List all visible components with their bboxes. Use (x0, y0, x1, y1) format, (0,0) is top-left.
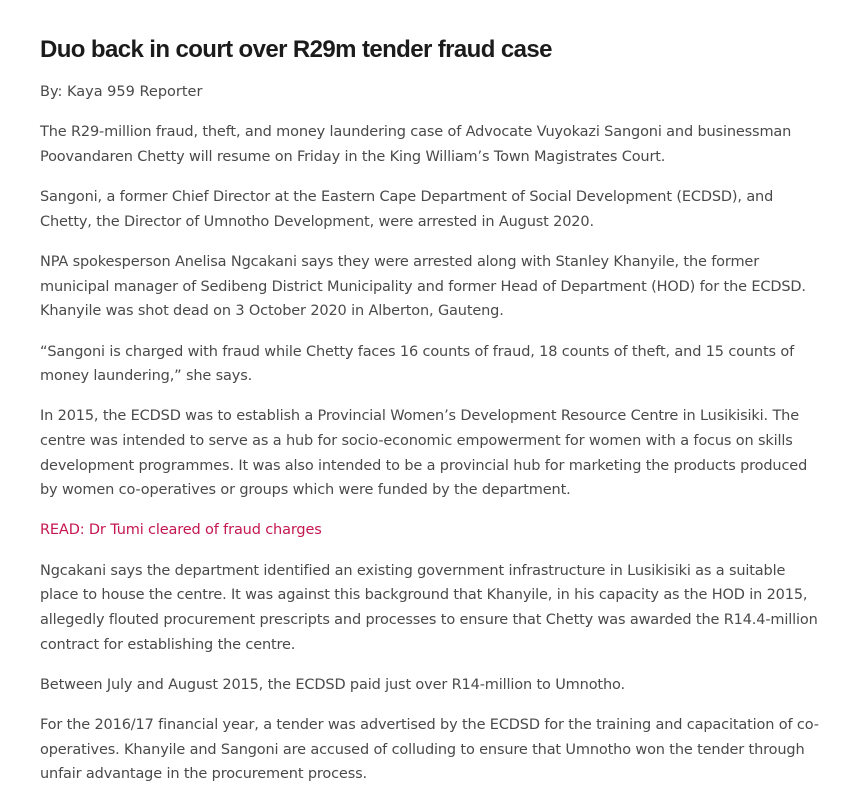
article (40, 33, 820, 803)
paragraph: Ngcakani says the department identified an existing government infrastructure in Lusikisiki as a suitable place to house the centre. It was against this background that Khanyile, in his capacity as the HOD in 2015, allegedly flouted procurement prescripts and processes to ensure that Chetty was awarded the R14.4-million contract for establishing the centre. (40, 562, 818, 653)
byline: By: Kaya 959 Reporter (40, 84, 203, 100)
read-more-link[interactable]: READ: Dr Tumi cleared of fraud charges (40, 522, 322, 539)
paragraph: NPA spokesperson Anelisa Ngcakani says they were arrested along with Stanley Khanyile, the former municipal manager of Sedibeng District Municipality and former Head of Department (HOD) for the ECDSD. Khanyile was shot dead on 3 October 2020 in Alberton, Gauteng. (40, 254, 806, 320)
paragraph: Sangoni, a former Chief Director at the Eastern Cape Department of Social Development (ECDSD), and Chetty, the Director of Umnotho Development, were arrested in August 2020. (40, 189, 774, 230)
paragraph: In 2015, the ECDSD was to establish a Provincial Women’s Development Resource Centre in Lusikisiki. The centre was intended to serve as a hub for socio-economic empowerment for women with a focus on skills development programmes. It was also intended to be a provincial hub for marketing the products produced by women co-operatives or groups which were funded by the department. (40, 408, 808, 499)
paragraph: The R29-million fraud, theft, and money laundering case of Advocate Vuyokazi Sangoni and businessman Poovandaren Chetty will resume on Friday in the King William’s Town Magistrates Court. (40, 124, 792, 165)
article-title: Duo back in court over R29m tender fraud case (40, 36, 552, 63)
paragraph: Between July and August 2015, the ECDSD paid just over R14-million to Umnotho. (40, 676, 625, 693)
paragraph: For the 2016/17 financial year, a tender was advertised by the ECDSD for the training and capacitation of co-operatives. Khanyile and Sangoni are accused of colluding to ensure that Umnotho won the tender through unfair advantage in the procurement process. (40, 717, 819, 783)
paragraph: “Sangoni is charged with fraud while Chetty faces 16 counts of fraud, 18 counts of theft, and 15 counts of money laundering,” she says. (40, 343, 795, 385)
